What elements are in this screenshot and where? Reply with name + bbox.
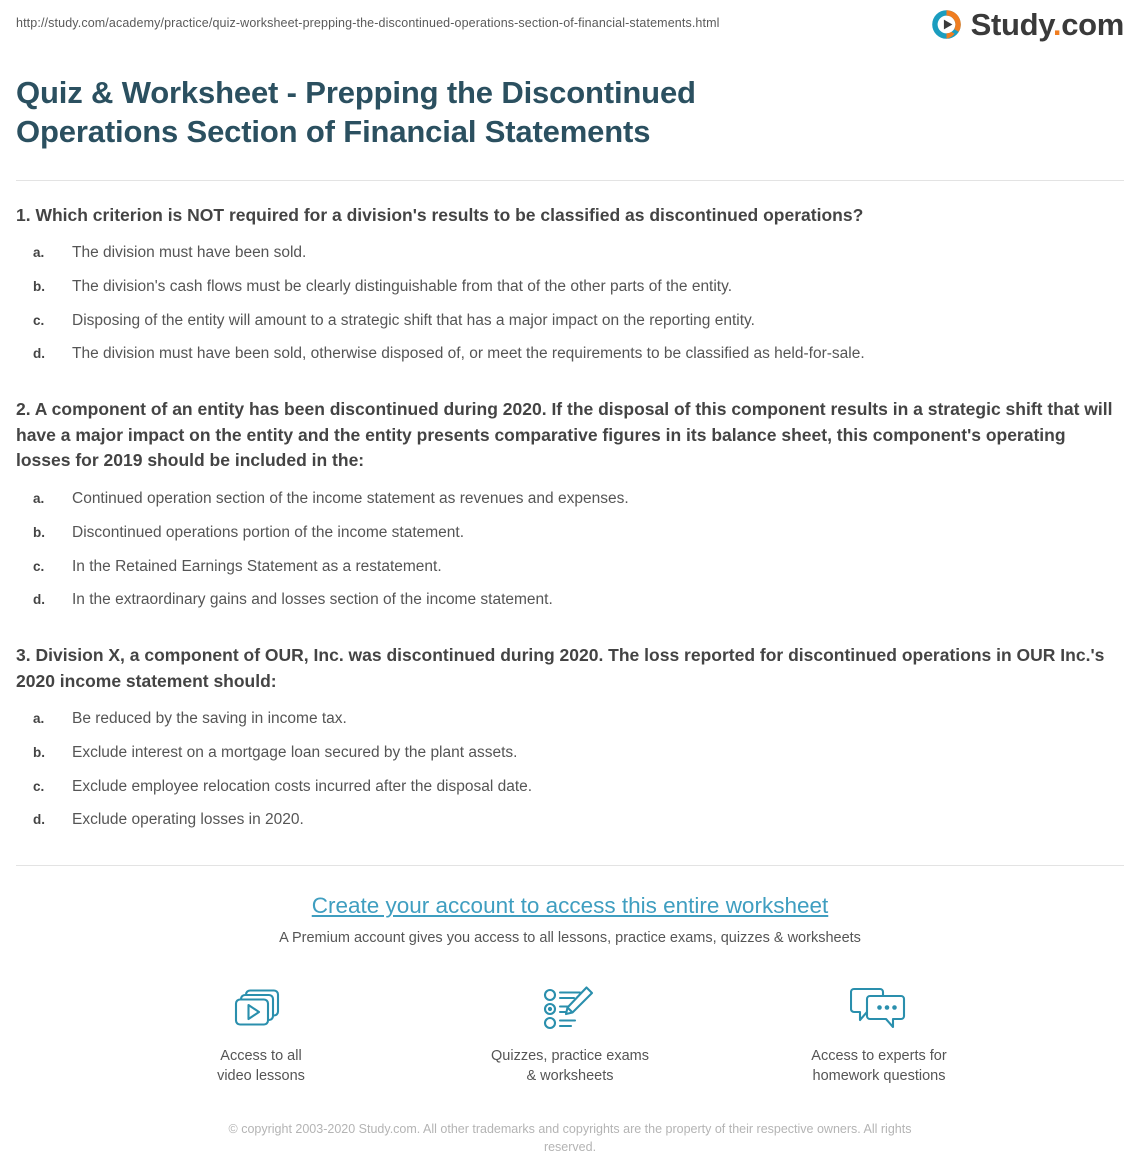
question-block bbox=[16, 203, 1124, 371]
options-list bbox=[16, 236, 1124, 371]
feature-quizzes-worksheets bbox=[483, 980, 658, 1086]
option-letter: c. bbox=[33, 558, 45, 574]
logo-tld: com bbox=[1061, 7, 1124, 42]
option-d[interactable] bbox=[16, 583, 1124, 617]
logo-dot: . bbox=[1052, 7, 1062, 42]
option-text: Be reduced by the saving in income tax. bbox=[72, 710, 347, 728]
create-account-cta bbox=[16, 866, 1124, 1156]
feature-label-line2: video lessons bbox=[217, 1068, 305, 1085]
option-letter: c. bbox=[33, 312, 45, 328]
option-text: Exclude operating losses in 2020. bbox=[72, 811, 304, 829]
option-letter: c. bbox=[33, 778, 45, 794]
option-a[interactable] bbox=[16, 702, 1124, 736]
option-letter: b. bbox=[33, 745, 45, 760]
question-text: 2. A component of an entity has been discontinued during 2020. If the disposal of this component results in a strategic shift that will have a major impact on the entity and the entity presents comparative figures in its balance sheet, this component's operating losses for 2019 should be included in the: bbox=[16, 398, 1113, 471]
feature-expert-help bbox=[792, 980, 967, 1086]
create-account-link[interactable]: Create your account to access this entire worksheet bbox=[311, 893, 829, 919]
play-circle-icon bbox=[930, 8, 963, 41]
option-c[interactable] bbox=[16, 304, 1124, 338]
option-letter: a. bbox=[33, 711, 45, 727]
option-letter: a. bbox=[33, 245, 45, 261]
option-c[interactable] bbox=[16, 550, 1124, 584]
option-b[interactable] bbox=[16, 270, 1124, 304]
logo-wordmark bbox=[971, 9, 1124, 40]
question-text: 3. Division X, a component of OUR, Inc. was discontinued during 2020. The loss reported for discontinued operations in OUR Inc.'s 2020 income statement should: bbox=[16, 644, 1105, 691]
quiz-worksheet-icon bbox=[483, 980, 658, 1038]
option-letter: b. bbox=[33, 524, 45, 540]
header-divider bbox=[16, 180, 1124, 181]
option-text: Discontinued operations portion of the income statement. bbox=[72, 523, 465, 541]
feature-label-line2: homework questions bbox=[812, 1068, 946, 1085]
feature-label-line1: Access to experts for bbox=[811, 1048, 947, 1065]
feature-label bbox=[174, 1046, 349, 1086]
feature-video-lessons bbox=[174, 980, 349, 1086]
option-text: Continued operation section of the income statement as revenues and expenses. bbox=[72, 490, 629, 508]
option-d[interactable] bbox=[16, 337, 1124, 371]
options-list bbox=[16, 482, 1124, 617]
options-list bbox=[16, 702, 1124, 837]
video-lessons-icon bbox=[174, 980, 349, 1038]
question-text: 1. Which criterion is NOT required for a division's results to be classified as discontinued operations? bbox=[16, 204, 864, 225]
chat-bubbles-icon bbox=[792, 980, 967, 1038]
feature-label-line2: & worksheets bbox=[526, 1068, 614, 1085]
cta-subtitle: A Premium account gives you access to all lessons, practice exams, quizzes & worksheets bbox=[279, 930, 861, 947]
option-letter: b. bbox=[33, 278, 45, 294]
question-block bbox=[16, 643, 1124, 837]
option-b[interactable] bbox=[16, 736, 1124, 770]
option-a[interactable] bbox=[16, 482, 1124, 516]
page-header bbox=[16, 0, 1124, 54]
option-text: Disposing of the entity will amount to a strategic shift that has a major impact on the reporting entity. bbox=[72, 311, 755, 329]
feature-label bbox=[483, 1046, 658, 1086]
page-title: Quiz & Worksheet - Prepping the Discontinued Operations Section of Financial Statements bbox=[16, 75, 696, 149]
option-b[interactable] bbox=[16, 516, 1124, 550]
option-letter: a. bbox=[33, 491, 45, 507]
option-text: The division must have been sold, otherwise disposed of, or meet the requirements to be classified as held-for-sale. bbox=[72, 345, 865, 363]
feature-label-line1: Access to all bbox=[220, 1048, 302, 1065]
option-text: Exclude interest on a mortgage loan secured by the plant assets. bbox=[72, 744, 518, 761]
option-d[interactable] bbox=[16, 803, 1124, 837]
option-c[interactable] bbox=[16, 770, 1124, 804]
option-text: Exclude employee relocation costs incurred after the disposal date. bbox=[72, 777, 533, 795]
option-text: The division's cash flows must be clearly distinguishable from that of the other parts of the entity. bbox=[72, 277, 733, 295]
feature-label-line1: Quizzes, practice exams bbox=[491, 1048, 649, 1065]
option-letter: d. bbox=[33, 592, 45, 608]
study-com-logo[interactable] bbox=[930, 8, 1124, 41]
option-text: In the extraordinary gains and losses section of the income statement. bbox=[72, 591, 553, 609]
source-url: http://study.com/academy/practice/quiz-worksheet-prepping-the-discontinued-operations-section-of-financial-statements.html bbox=[16, 16, 720, 30]
option-text: In the Retained Earnings Statement as a restatement. bbox=[72, 557, 442, 575]
option-text: The division must have been sold. bbox=[72, 244, 307, 262]
questions-list bbox=[16, 203, 1124, 838]
copyright-notice: © copyright 2003-2020 Study.com. All other trademarks and copyrights are the property of their respective owners. All rights reserved. bbox=[228, 1122, 912, 1155]
features-row bbox=[16, 980, 1124, 1086]
feature-label bbox=[792, 1046, 967, 1086]
option-letter: d. bbox=[33, 346, 45, 362]
logo-name: Study bbox=[970, 7, 1053, 42]
option-letter: d. bbox=[33, 812, 45, 828]
option-a[interactable] bbox=[16, 236, 1124, 270]
question-block bbox=[16, 397, 1124, 617]
